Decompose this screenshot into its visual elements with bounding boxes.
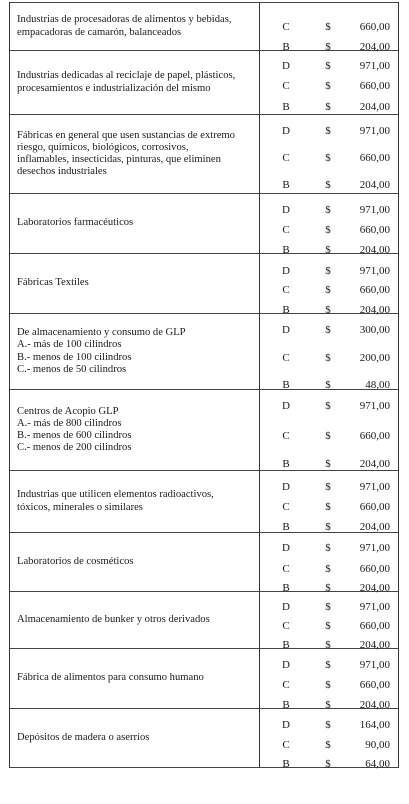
category-letter: C xyxy=(282,501,290,513)
category-letter: B xyxy=(282,379,290,391)
currency-symbol: $ xyxy=(325,152,331,164)
amount-value: 204,00 xyxy=(359,101,390,113)
currency-symbol: $ xyxy=(325,758,331,770)
currency-symbol: $ xyxy=(325,352,331,364)
amount-value: 660,00 xyxy=(359,80,390,92)
category-letter: B xyxy=(282,582,290,594)
amount-value: 204,00 xyxy=(359,582,390,594)
category-letter: B xyxy=(282,101,290,113)
amount-value: 204,00 xyxy=(359,179,390,191)
currency-symbol: $ xyxy=(325,244,331,256)
table-row xyxy=(9,314,399,390)
currency-symbol: $ xyxy=(325,582,331,594)
table-row xyxy=(9,471,399,533)
row-description-cell xyxy=(10,709,260,767)
row-description: Centros de Acopio GLP A.- más de 800 cilindros B.- menos de 600 cilindros C.- menos de 200 cilindros xyxy=(17,405,132,454)
currency-symbol: $ xyxy=(325,679,331,691)
amount-value: 660,00 xyxy=(359,224,390,236)
row-description-cell xyxy=(10,390,260,470)
table-row xyxy=(9,2,399,51)
category-letter: B xyxy=(282,699,290,711)
row-description: Laboratorios farmacéuticos xyxy=(17,217,134,229)
amount-value: 971,00 xyxy=(359,60,390,72)
row-description: Almacenamiento de bunker y otros derivados xyxy=(17,613,210,625)
amount-value: 971,00 xyxy=(359,400,390,412)
currency-symbol: $ xyxy=(325,501,331,513)
category-letter: C xyxy=(282,80,290,92)
currency-symbol: $ xyxy=(325,60,331,72)
amount-value: 660,00 xyxy=(359,563,390,575)
amount-value: 660,00 xyxy=(359,152,390,164)
amount-value: 660,00 xyxy=(359,284,390,296)
amount-value: 204,00 xyxy=(359,41,390,53)
category-letter: C xyxy=(282,430,290,442)
category-letter: B xyxy=(282,304,290,316)
category-letter: D xyxy=(282,265,290,277)
amount-value: 660,00 xyxy=(359,679,390,691)
amount-value: 971,00 xyxy=(359,601,390,613)
row-description: Depósitos de madera o aserríos xyxy=(17,731,150,743)
category-letter: B xyxy=(282,41,290,53)
amount-value: 204,00 xyxy=(359,699,390,711)
amount-value: 204,00 xyxy=(359,458,390,470)
category-letter: D xyxy=(282,659,290,671)
currency-symbol: $ xyxy=(325,400,331,412)
amount-value: 660,00 xyxy=(359,501,390,513)
currency-symbol: $ xyxy=(325,265,331,277)
category-letter: D xyxy=(282,125,290,137)
currency-symbol: $ xyxy=(325,21,331,33)
category-letter: C xyxy=(282,352,290,364)
category-letter: D xyxy=(282,60,290,72)
category-letter: C xyxy=(282,679,290,691)
currency-symbol: $ xyxy=(325,284,331,296)
row-description-cell xyxy=(10,115,260,193)
currency-symbol: $ xyxy=(325,41,331,53)
currency-symbol: $ xyxy=(325,379,331,391)
table-row xyxy=(9,51,399,115)
row-description-cell xyxy=(10,533,260,591)
currency-symbol: $ xyxy=(325,601,331,613)
amount-value: 204,00 xyxy=(359,244,390,256)
category-letter: D xyxy=(282,400,290,412)
table-row xyxy=(9,533,399,592)
currency-symbol: $ xyxy=(325,458,331,470)
table-row xyxy=(9,709,399,768)
amount-value: 48,00 xyxy=(365,379,390,391)
amount-value: 90,00 xyxy=(365,739,390,751)
row-description: Industrias de procesadoras de alimentos y bebidas, empacadoras de camarón, balanceados xyxy=(17,14,232,38)
currency-symbol: $ xyxy=(325,542,331,554)
category-letter: C xyxy=(282,224,290,236)
amount-value: 971,00 xyxy=(359,125,390,137)
currency-symbol: $ xyxy=(325,719,331,731)
amount-value: 164,00 xyxy=(359,719,390,731)
category-letter: B xyxy=(282,244,290,256)
table-row xyxy=(9,194,399,254)
category-letter: B xyxy=(282,639,290,651)
currency-symbol: $ xyxy=(325,563,331,575)
category-letter: B xyxy=(282,179,290,191)
row-description-cell xyxy=(10,314,260,389)
category-letter: C xyxy=(282,563,290,575)
amount-value: 300,00 xyxy=(359,324,390,336)
table-row xyxy=(9,254,399,314)
table-row xyxy=(9,390,399,471)
row-description-cell xyxy=(10,254,260,313)
currency-symbol: $ xyxy=(325,739,331,751)
amount-value: 204,00 xyxy=(359,639,390,651)
row-description-cell xyxy=(10,649,260,708)
row-description: Fábrica de alimentos para consumo humano xyxy=(17,672,204,684)
currency-symbol: $ xyxy=(325,521,331,533)
amount-value: 204,00 xyxy=(359,304,390,316)
amount-value: 660,00 xyxy=(359,430,390,442)
category-letter: B xyxy=(282,758,290,770)
row-description: Fábricas en general que usen sustancias de extremo riesgo, químicos, biológicos, corrosivos, inflamables, insecticidas, pinturas, que eliminen desechos industriales xyxy=(17,129,235,178)
currency-symbol: $ xyxy=(325,659,331,671)
currency-symbol: $ xyxy=(325,204,331,216)
currency-symbol: $ xyxy=(325,620,331,632)
row-description: De almacenamiento y consumo de GLP A.- más de 100 cilindros B.- menos de 100 cilindros C.- menos de 50 cilindros xyxy=(17,327,186,375)
table-row xyxy=(9,592,399,649)
currency-symbol: $ xyxy=(325,639,331,651)
category-letter: D xyxy=(282,204,290,216)
amount-value: 200,00 xyxy=(359,352,390,364)
category-letter: D xyxy=(282,542,290,554)
currency-symbol: $ xyxy=(325,125,331,137)
amount-value: 660,00 xyxy=(359,21,390,33)
amount-value: 971,00 xyxy=(359,481,390,493)
currency-symbol: $ xyxy=(325,179,331,191)
currency-symbol: $ xyxy=(325,80,331,92)
tariff-table xyxy=(9,2,399,768)
category-letter: B xyxy=(282,458,290,470)
row-description: Laboratorios de cosméticos xyxy=(17,555,134,567)
category-letter: D xyxy=(282,324,290,336)
row-description: Industrias dedicadas al reciclaje de papel, plásticos, procesamientos e industrialización del mismo xyxy=(17,70,236,94)
category-letter: C xyxy=(282,21,290,33)
currency-symbol: $ xyxy=(325,699,331,711)
category-letter: D xyxy=(282,719,290,731)
row-description: Fábricas Textiles xyxy=(17,277,89,289)
category-letter: C xyxy=(282,152,290,164)
currency-symbol: $ xyxy=(325,224,331,236)
amount-value: 971,00 xyxy=(359,542,390,554)
currency-symbol: $ xyxy=(325,481,331,493)
currency-symbol: $ xyxy=(325,430,331,442)
row-description-cell xyxy=(10,592,260,648)
amount-value: 204,00 xyxy=(359,521,390,533)
category-letter: D xyxy=(282,481,290,493)
row-description-cell xyxy=(10,3,260,50)
amount-value: 660,00 xyxy=(359,620,390,632)
amount-value: 971,00 xyxy=(359,659,390,671)
row-description: Industrias que utilicen elementos radioactivos, tóxicos, minerales o similares xyxy=(17,489,214,513)
currency-symbol: $ xyxy=(325,324,331,336)
table-row xyxy=(9,115,399,194)
category-letter: D xyxy=(282,601,290,613)
table-row xyxy=(9,649,399,709)
row-description-cell xyxy=(10,471,260,532)
amount-value: 971,00 xyxy=(359,204,390,216)
category-letter: C xyxy=(282,284,290,296)
category-letter: B xyxy=(282,521,290,533)
category-letter: C xyxy=(282,620,290,632)
currency-symbol: $ xyxy=(325,101,331,113)
amount-value: 971,00 xyxy=(359,265,390,277)
currency-symbol: $ xyxy=(325,304,331,316)
row-description-cell xyxy=(10,51,260,114)
category-letter: C xyxy=(282,739,290,751)
row-description-cell xyxy=(10,194,260,253)
amount-value: 64,00 xyxy=(365,758,390,770)
